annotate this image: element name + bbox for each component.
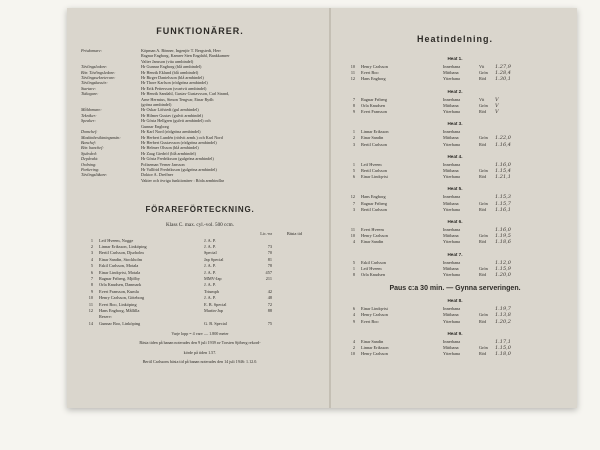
official-name: Hr Herbert Gustavsson (rödgröna armbindel) bbox=[141, 139, 217, 145]
heat-handwritten-time: 1.15,3 bbox=[495, 194, 511, 201]
official-name: Hr Karl Nord (rödgröna armbindel) bbox=[141, 129, 201, 135]
driver-machine: J. A. P. bbox=[204, 237, 216, 243]
heat-label: Heat 9. bbox=[447, 330, 463, 336]
heat-color: Grön bbox=[479, 233, 488, 239]
heats-list bbox=[341, 56, 569, 278]
heat-driver-name: Ragnar Friberg bbox=[361, 96, 388, 102]
driver-licence: 88 bbox=[267, 308, 272, 314]
heat-lane: Ytterbana bbox=[443, 174, 460, 180]
driver-machine: Jap Special bbox=[204, 256, 224, 262]
heat-lane: Mittbana bbox=[443, 233, 459, 239]
driver-licence: 457 bbox=[265, 269, 272, 275]
official-name: Ragnar Engborg, Kamrer Sten Engdahl, Bankkamrer bbox=[141, 53, 230, 59]
heat-driver-number: 9 bbox=[352, 109, 355, 115]
official-name: Hr Gunnar Engborg (blå armbindel) bbox=[141, 64, 202, 70]
heat-color: Röd bbox=[479, 174, 487, 180]
official-name: Hr Zaag Giedröf (blå armbindel) bbox=[141, 150, 196, 156]
driver-licence: 78 bbox=[267, 263, 272, 269]
official-role: Startare: bbox=[81, 85, 96, 91]
lap-note: Varje lopp = 4 varv — 1.800 meter bbox=[171, 331, 229, 337]
driver-machine: E. B. Special bbox=[204, 301, 227, 307]
heat-lane: Innerbana bbox=[443, 96, 461, 102]
official-row bbox=[81, 178, 319, 183]
heat-driver-number: 11 bbox=[350, 227, 355, 233]
heat-driver-name: Leif Hveem bbox=[361, 265, 382, 271]
driver-number: 10 bbox=[88, 295, 93, 301]
official-name: Hr Erik Pettersson (svartvit armbindel) bbox=[141, 85, 207, 91]
driver-machine: J. A. P. bbox=[204, 269, 216, 275]
heat-driver-name: Bertil Carlsson bbox=[361, 168, 387, 174]
heat-driver-number: 8 bbox=[352, 102, 355, 108]
heat-driver-number: 7 bbox=[352, 96, 355, 102]
driver-number: 11 bbox=[88, 301, 93, 307]
heat-row bbox=[341, 109, 569, 115]
driver-machine: Special bbox=[204, 250, 217, 256]
driver-name: Hans Engborg, Mållilla bbox=[99, 308, 140, 314]
driver-licence: 42 bbox=[267, 288, 272, 294]
official-name: Köpman A. Bönner, Ingenjör T. Bergstedt, Herr bbox=[141, 48, 221, 53]
driver-licence: 75 bbox=[267, 320, 272, 326]
heat-lane: Mittbana bbox=[443, 265, 459, 271]
heat-driver-number: 3 bbox=[352, 206, 355, 212]
heat-driver-name: Orla Knudsen bbox=[361, 102, 385, 108]
heat-handwritten-time: 1.16,4 bbox=[495, 141, 511, 148]
heat-handwritten-time: 1.18,0 bbox=[495, 351, 511, 358]
driver-licence: 70 bbox=[267, 250, 272, 256]
record-note-3: Bertil Carlssons bästa tid på banan noterades den 14 juli 1946: 1.12.0. bbox=[142, 358, 258, 364]
driver-number: 3 bbox=[90, 250, 93, 256]
heat-lane: Ytterbana bbox=[443, 109, 460, 115]
driver-number: 2 bbox=[90, 243, 93, 249]
heat-label: Heat 3. bbox=[447, 121, 463, 127]
official-name: Hr Gösta Fredriksson (gulgröna armbindel) bbox=[141, 156, 214, 162]
heat-handwritten-time: V bbox=[495, 109, 499, 116]
heat-lane: Mittbana bbox=[443, 168, 459, 174]
heat-handwritten-time: 1.13,8 bbox=[495, 312, 511, 319]
official-role: Tidtagare: bbox=[81, 91, 99, 97]
heat-driver-number: 10 bbox=[350, 351, 355, 357]
heat-lane: Innerbana bbox=[443, 227, 461, 233]
pause-note: Paus c:a 30 min. — Gynna serveringen. bbox=[389, 285, 521, 293]
heat-color: Röd bbox=[479, 318, 487, 324]
heat-lane: Ytterbana bbox=[443, 272, 460, 278]
heat-color: Grön bbox=[479, 345, 488, 351]
official-name: Hr Gösta Hellgren (gulvit armbindel) och bbox=[141, 118, 211, 124]
heat-driver-name: Linnar Eriksson bbox=[361, 345, 389, 351]
heat-driver-name: Linnar Eriksson bbox=[361, 129, 389, 135]
heat-handwritten-time: 1.16,0 bbox=[495, 161, 511, 168]
heat-handwritten-time: 1.15,7 bbox=[495, 200, 511, 207]
heat-driver-number: 10 bbox=[350, 64, 355, 69]
heat-row bbox=[341, 319, 569, 325]
heat-handwritten-time: 1.16,0 bbox=[495, 227, 511, 234]
driver-name: Einar Sandin, Stockholm bbox=[99, 256, 143, 262]
heat-handwritten-time: 1.19,7 bbox=[495, 306, 511, 313]
heat-lane: Ytterbana bbox=[443, 76, 460, 82]
heat-driver-name: Henry Carlsson bbox=[361, 64, 388, 69]
official-name: Hr Vallfrid Fredriksson (gulgröna armbindel) bbox=[141, 166, 217, 172]
record-note-1: Bästa tiden på banan noterades den 9 juli 1939 av Torsten Sjöberg rekord- bbox=[139, 340, 261, 346]
heat-driver-name: Evert Fransson bbox=[361, 109, 387, 115]
driver-name: Einar Lindqvist, Motala bbox=[99, 269, 141, 275]
heat-driver-name: Einar Lindqvist bbox=[361, 306, 388, 312]
heat-driver-name: Henry Carlsson bbox=[361, 312, 388, 318]
official-name: Hr Oskar Löfstedt (gul armbindel) bbox=[141, 107, 199, 113]
driver-number: 8 bbox=[90, 282, 93, 288]
heat-driver-name: Einar Sandin bbox=[361, 239, 384, 245]
driver-licence: 73 bbox=[267, 243, 272, 249]
heat-driver-number: 2 bbox=[352, 345, 355, 351]
heat-handwritten-time: 1.15,4 bbox=[495, 168, 511, 175]
driver-number: 1 bbox=[90, 237, 93, 243]
heat-driver-number: 1 bbox=[352, 129, 355, 135]
heat-color: Grön bbox=[479, 265, 488, 271]
driver-name: Evert Fransson, Kumla bbox=[99, 288, 139, 294]
heat-lane: Innerbana bbox=[443, 306, 461, 312]
official-role: Speaker: bbox=[81, 118, 96, 124]
official-role: Tävlingssekreterare: bbox=[81, 75, 116, 81]
official-role: Bitr. Tävlingsledare: bbox=[81, 69, 116, 75]
heat-driver-name: Bertil Carlsson bbox=[361, 206, 387, 212]
heat-label: Heat 1. bbox=[447, 56, 463, 61]
driver-name: Gunnar Boo, Linköping bbox=[99, 320, 141, 326]
official-name: Arne Hermius, Simon Tengvar, Einar Rydh bbox=[141, 96, 214, 102]
official-role: Banchef: bbox=[81, 139, 97, 145]
heat-handwritten-time: 1.16,1 bbox=[495, 206, 511, 213]
heat-row bbox=[341, 351, 569, 357]
official-role: Bitr. banchef: bbox=[81, 145, 104, 151]
heat-lane: Mittbana bbox=[443, 345, 459, 351]
heat-lane: Innerbana bbox=[443, 338, 461, 344]
vol-header: Lic.-nr bbox=[260, 231, 272, 237]
driver-number: 6 bbox=[90, 269, 93, 275]
heat-driver-number: 6 bbox=[352, 174, 355, 180]
heat-driver-number: 2 bbox=[352, 135, 355, 141]
official-role: Måldomare: bbox=[81, 107, 102, 113]
heat-handwritten-time: 1.20,2 bbox=[495, 318, 511, 325]
driver-number: 7 bbox=[90, 276, 93, 281]
heat-driver-name: Leif Hveem bbox=[361, 161, 382, 167]
heat-color: Röd bbox=[479, 272, 487, 278]
heat-label: Heat 8. bbox=[447, 298, 463, 304]
record-note-2: körde på tiden 1.57. bbox=[183, 349, 217, 355]
driver-row bbox=[81, 321, 319, 327]
heat-lane: Ytterbana bbox=[443, 351, 460, 357]
heat-handwritten-time: 1.22,0 bbox=[495, 135, 511, 142]
heat-lane: Mittbana bbox=[443, 102, 459, 108]
official-name: Valter Jansson (vita armbindel) bbox=[141, 58, 194, 64]
heat-driver-number: 8 bbox=[352, 272, 355, 278]
heat-handwritten-time: 1.28,4 bbox=[495, 70, 511, 77]
official-role: Tävlingskassör: bbox=[81, 80, 108, 86]
driver-machine: J. A. P. bbox=[204, 282, 216, 288]
heat-color: Röd bbox=[479, 76, 487, 82]
heat-handwritten-time: 1.20,0 bbox=[495, 272, 511, 279]
driver-number: 14 bbox=[88, 320, 93, 326]
driver-licence: 72 bbox=[267, 301, 272, 307]
official-name: Poliseman Verner Jansson bbox=[141, 161, 185, 167]
heat-driver-number: 4 bbox=[352, 312, 355, 318]
heat-color: Grön bbox=[479, 200, 488, 206]
heat-lane: Ytterbana bbox=[443, 141, 460, 147]
driver-number: 5 bbox=[90, 263, 93, 269]
heat-driver-name: Evert Boo bbox=[361, 318, 379, 324]
heats-title: Heatindelning. bbox=[416, 34, 493, 44]
official-role: Prisdomare: bbox=[81, 48, 103, 53]
heat-handwritten-time: V bbox=[495, 102, 499, 109]
heat-driver-name: Henry Carlsson bbox=[361, 233, 388, 239]
heat-color: Vit bbox=[479, 96, 485, 102]
heat-driver-number: 5 bbox=[352, 259, 355, 265]
driver-licence: 211 bbox=[265, 276, 272, 281]
heat-label: Heat 7. bbox=[447, 251, 463, 257]
right-page bbox=[331, 8, 577, 408]
driver-machine: G. B. Special bbox=[204, 320, 227, 326]
heat-handwritten-time: 1.15,9 bbox=[495, 265, 511, 272]
heat-row bbox=[341, 272, 569, 278]
heat-color: Grön bbox=[479, 312, 488, 318]
heat-driver-name: Einar Sandin bbox=[361, 135, 384, 141]
heat-row bbox=[341, 142, 569, 148]
heat-color: Vit bbox=[479, 64, 485, 69]
heat-driver-name: Bertil Carlsson bbox=[361, 141, 387, 147]
driver-licence: 81 bbox=[267, 256, 272, 262]
heat-color: Röd bbox=[479, 239, 487, 245]
drivers-subtitle: Klass C. max. cyl.-vol. 500 ccm. bbox=[165, 222, 234, 229]
drivers-list bbox=[81, 238, 319, 328]
heat-handwritten-time: 1.17,1 bbox=[495, 338, 511, 345]
heat-color: Röd bbox=[479, 351, 487, 357]
drivers-title: FÖRAREFÖRTECKNING. bbox=[145, 205, 255, 215]
heat-row bbox=[341, 76, 569, 82]
heat-driver-number: 4 bbox=[352, 338, 355, 344]
official-role bbox=[81, 178, 141, 183]
driver-name: Leif Hveem, Nogge bbox=[99, 237, 134, 243]
official-name: (gröna armbindel) bbox=[141, 102, 172, 108]
heat-lane: Innerbana bbox=[443, 259, 461, 265]
heat-driver-number: 3 bbox=[352, 141, 355, 147]
heat-row bbox=[341, 207, 569, 213]
driver-name: Henry Carlsson, Göteborg bbox=[99, 295, 145, 301]
heat-label: Heat 2. bbox=[447, 88, 463, 94]
official-name: Gunnar Engborg bbox=[141, 123, 169, 129]
heat-handwritten-time: V bbox=[495, 96, 499, 103]
heat-lane: Ytterbana bbox=[443, 239, 460, 245]
driver-machine: J. A. P. bbox=[204, 263, 216, 269]
heat-lane: Mittbana bbox=[443, 135, 459, 141]
heat-handwritten-time: 1.30,1 bbox=[495, 76, 511, 83]
heat-color: Röd bbox=[479, 109, 487, 115]
heat-handwritten-time: 1.15,0 bbox=[495, 345, 511, 352]
official-role: Domchef: bbox=[81, 129, 98, 135]
heat-driver-name: Eskil Carlsson bbox=[361, 259, 386, 265]
driver-name: Reserv: bbox=[99, 314, 113, 320]
heat-lane: Innerbana bbox=[443, 161, 461, 167]
heat-handwritten-time: 1.12,0 bbox=[495, 259, 511, 266]
official-name: Hr Henrik Sandahl, Gustav Gustavsson, Carl Strand, bbox=[141, 91, 230, 97]
driver-number: 4 bbox=[90, 256, 93, 262]
best-header: Bästa tid bbox=[286, 231, 302, 237]
heat-driver-number: 9 bbox=[352, 318, 355, 324]
driver-machine: J. A. P. bbox=[204, 243, 216, 249]
heat-driver-name: Orla Knudsen bbox=[361, 272, 385, 278]
driver-number: 9 bbox=[90, 288, 93, 294]
driver-machine: Martin-Jap bbox=[204, 308, 223, 314]
heat-driver-name: Einar Lindqvist bbox=[361, 174, 388, 180]
official-name: Hr Herbert Lundén (rödvit armb.) och Karl Nord bbox=[141, 134, 223, 140]
heat-lane: Mittbana bbox=[443, 312, 459, 318]
heat-driver-name: Hans Engborg bbox=[361, 76, 386, 82]
official-role: Maskinbesiktningsmän: bbox=[81, 134, 121, 140]
heat-driver-number: 7 bbox=[352, 200, 355, 206]
heat-handwritten-time: 1.27,9 bbox=[495, 64, 511, 70]
heat-lane: Mittbana bbox=[443, 200, 459, 206]
heat-label: Heat 4. bbox=[447, 153, 463, 159]
official-role: Tävlingsledare: bbox=[81, 64, 108, 70]
official-role: Tävlingsläkare: bbox=[81, 172, 108, 178]
driver-name: Eskil Carlsson, Motala bbox=[99, 263, 139, 269]
heat-color: Grön bbox=[479, 102, 488, 108]
official-role: Sjukvård: bbox=[81, 150, 98, 156]
driver-machine: Triumph bbox=[204, 288, 219, 294]
heat-lane: Ytterbana bbox=[443, 206, 460, 212]
heat-driver-number: 12 bbox=[350, 194, 355, 200]
heat-driver-name: Ragnar Friberg bbox=[361, 200, 388, 206]
official-role: Parkering: bbox=[81, 166, 100, 172]
driver-number: 12 bbox=[88, 308, 93, 314]
officials-list bbox=[81, 48, 319, 183]
officials-title: FUNKTIONÄRER. bbox=[156, 26, 244, 36]
heat-lane: Innerbana bbox=[443, 194, 461, 200]
heat-color: Röd bbox=[479, 141, 487, 147]
heat-driver-number: 1 bbox=[352, 161, 355, 167]
heat-driver-number: 12 bbox=[350, 76, 355, 82]
heat-driver-name: Evert Hveem bbox=[361, 227, 384, 233]
driver-name: Ragnar Friberg, Mjölby bbox=[99, 276, 140, 281]
heat-handwritten-time: 1.18,6 bbox=[495, 239, 511, 246]
official-role: Ordning: bbox=[81, 161, 97, 167]
heat-driver-number: 4 bbox=[352, 239, 355, 245]
official-name: Doktor A. Dreffner bbox=[141, 172, 174, 178]
driver-machine: J. A. P. bbox=[204, 295, 216, 301]
official-name: Vakter och övriga funktionärer : Röda armbindlar bbox=[141, 177, 225, 183]
heat-driver-name: Henry Carlsson bbox=[361, 351, 388, 357]
heats-after-list bbox=[341, 298, 569, 357]
heat-driver-number: 5 bbox=[352, 168, 355, 174]
driver-name: Evert Boo, Linköping bbox=[99, 301, 137, 307]
heat-handwritten-time: 1.21,1 bbox=[495, 174, 511, 181]
heat-lane: Ytterbana bbox=[443, 318, 460, 324]
heat-driver-number: 1 bbox=[352, 265, 355, 271]
heat-row bbox=[341, 239, 569, 245]
heat-color: Grön bbox=[479, 168, 488, 174]
left-page bbox=[67, 8, 329, 408]
official-name: Hr Henrik Eklund (blå armbindel) bbox=[141, 69, 199, 75]
heat-driver-name: Hans Engborg bbox=[361, 194, 386, 200]
driver-name: Bertil Carlsson, Djurholm bbox=[99, 250, 144, 256]
official-role: Depåvakt: bbox=[81, 156, 99, 162]
official-name: Hr Hilmer Gustav (gulvit armbindel) bbox=[141, 112, 203, 118]
heat-color: Röd bbox=[479, 206, 487, 212]
heat-color: Grön bbox=[479, 135, 488, 141]
heat-label: Heat 6. bbox=[447, 219, 463, 225]
driver-name: Linnar Eriksson, Linköping bbox=[99, 243, 147, 249]
heat-driver-name: Evert Boo bbox=[361, 70, 379, 76]
heat-driver-number: 11 bbox=[350, 70, 355, 76]
heat-row bbox=[341, 174, 569, 180]
heat-driver-name: Einar Sandin bbox=[361, 338, 384, 344]
official-name: Hr Thore Karlson (rödgröna armbindel) bbox=[141, 80, 208, 86]
heat-lane: Innerbana bbox=[443, 64, 461, 69]
heat-handwritten-time: 1.19,5 bbox=[495, 233, 511, 240]
heat-label: Heat 5. bbox=[447, 186, 463, 192]
driver-name: Orla Knudsen, Danmark bbox=[99, 282, 142, 288]
official-name: Hr Helmer Olsson (blå armbindel) bbox=[141, 145, 199, 151]
heat-driver-number: 10 bbox=[350, 233, 355, 239]
heat-driver-number: 6 bbox=[352, 306, 355, 312]
program-sheet bbox=[67, 8, 577, 408]
driver-licence: 48 bbox=[267, 295, 272, 301]
official-name: Hr Birger Danielsson (blå armbindel) bbox=[141, 75, 204, 81]
heat-lane: Mittbana bbox=[443, 70, 459, 76]
driver-machine: MMV-Jap bbox=[204, 276, 222, 281]
heat-lane: Innerbana bbox=[443, 129, 461, 135]
heat-color: Grön bbox=[479, 70, 488, 76]
official-role: Tekniker: bbox=[81, 112, 97, 118]
